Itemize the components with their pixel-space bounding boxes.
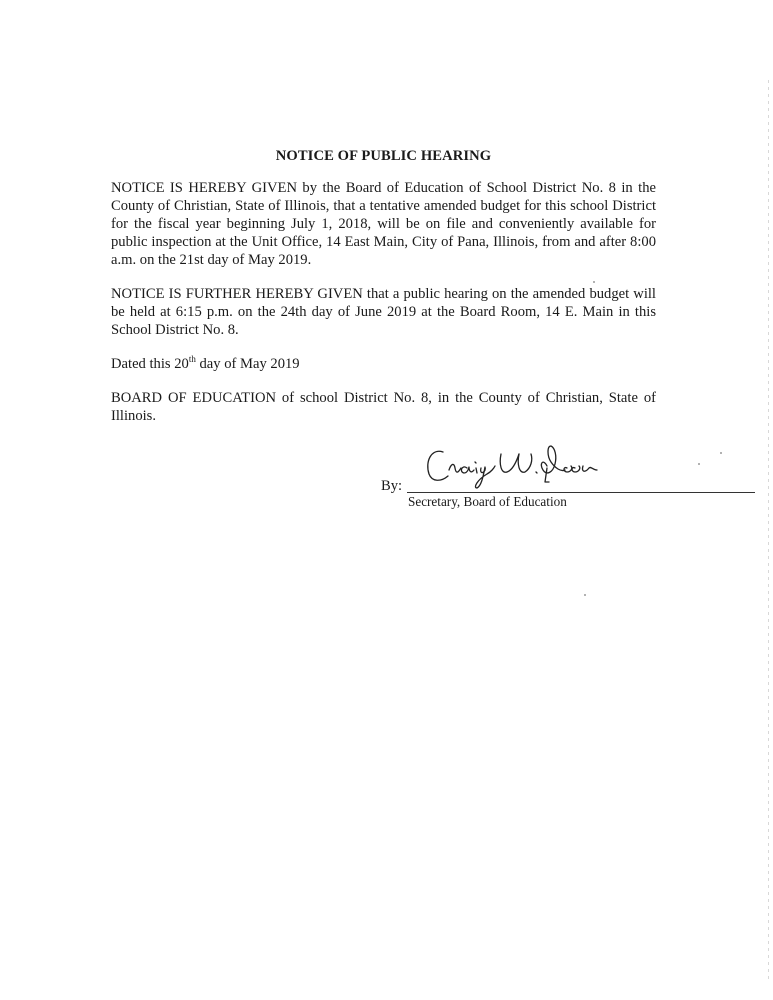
scan-speck (698, 463, 700, 465)
notice-body (111, 147, 656, 441)
scan-edge-artifact (768, 80, 769, 980)
handwritten-signature (421, 440, 631, 495)
signature-line (407, 492, 755, 493)
dated-ordinal: th (188, 354, 196, 365)
signer-title: Secretary, Board of Education (408, 494, 567, 509)
notice-paragraph-2: NOTICE IS FURTHER HEREBY GIVEN that a public hearing on the amended budget will be held at 6:15 p.m. on the 24th day of June 2019 at the Board Room, 14 E. Main in this School District No. 8. (111, 286, 656, 338)
dated-suffix: day of May 2019 (195, 356, 300, 372)
signature-block (381, 440, 761, 520)
scan-speck (584, 594, 586, 596)
scan-speck (593, 281, 595, 283)
notice-title: NOTICE OF PUBLIC HEARING (275, 148, 492, 164)
dated-prefix: Dated this 20 (111, 356, 189, 372)
scan-speck (720, 452, 722, 454)
dated-line (111, 355, 656, 373)
by-label: By: (381, 478, 403, 494)
notice-paragraph-1: NOTICE IS HEREBY GIVEN by the Board of Education of School District No. 8 in the County of Christian, State of Illinois, that a tentative amended budget for this school District for the fiscal year beginning July 1, 2018, will be on file and conveniently available for public inspection at the Unit Office, 14 East Main, City of Pana, Illinois, from and after 8:00 a.m. on the 21st day of May 2019. (111, 180, 656, 268)
notice-paragraph-3: BOARD OF EDUCATION of school District No. 8, in the County of Christian, State of Illinois. (111, 390, 656, 424)
